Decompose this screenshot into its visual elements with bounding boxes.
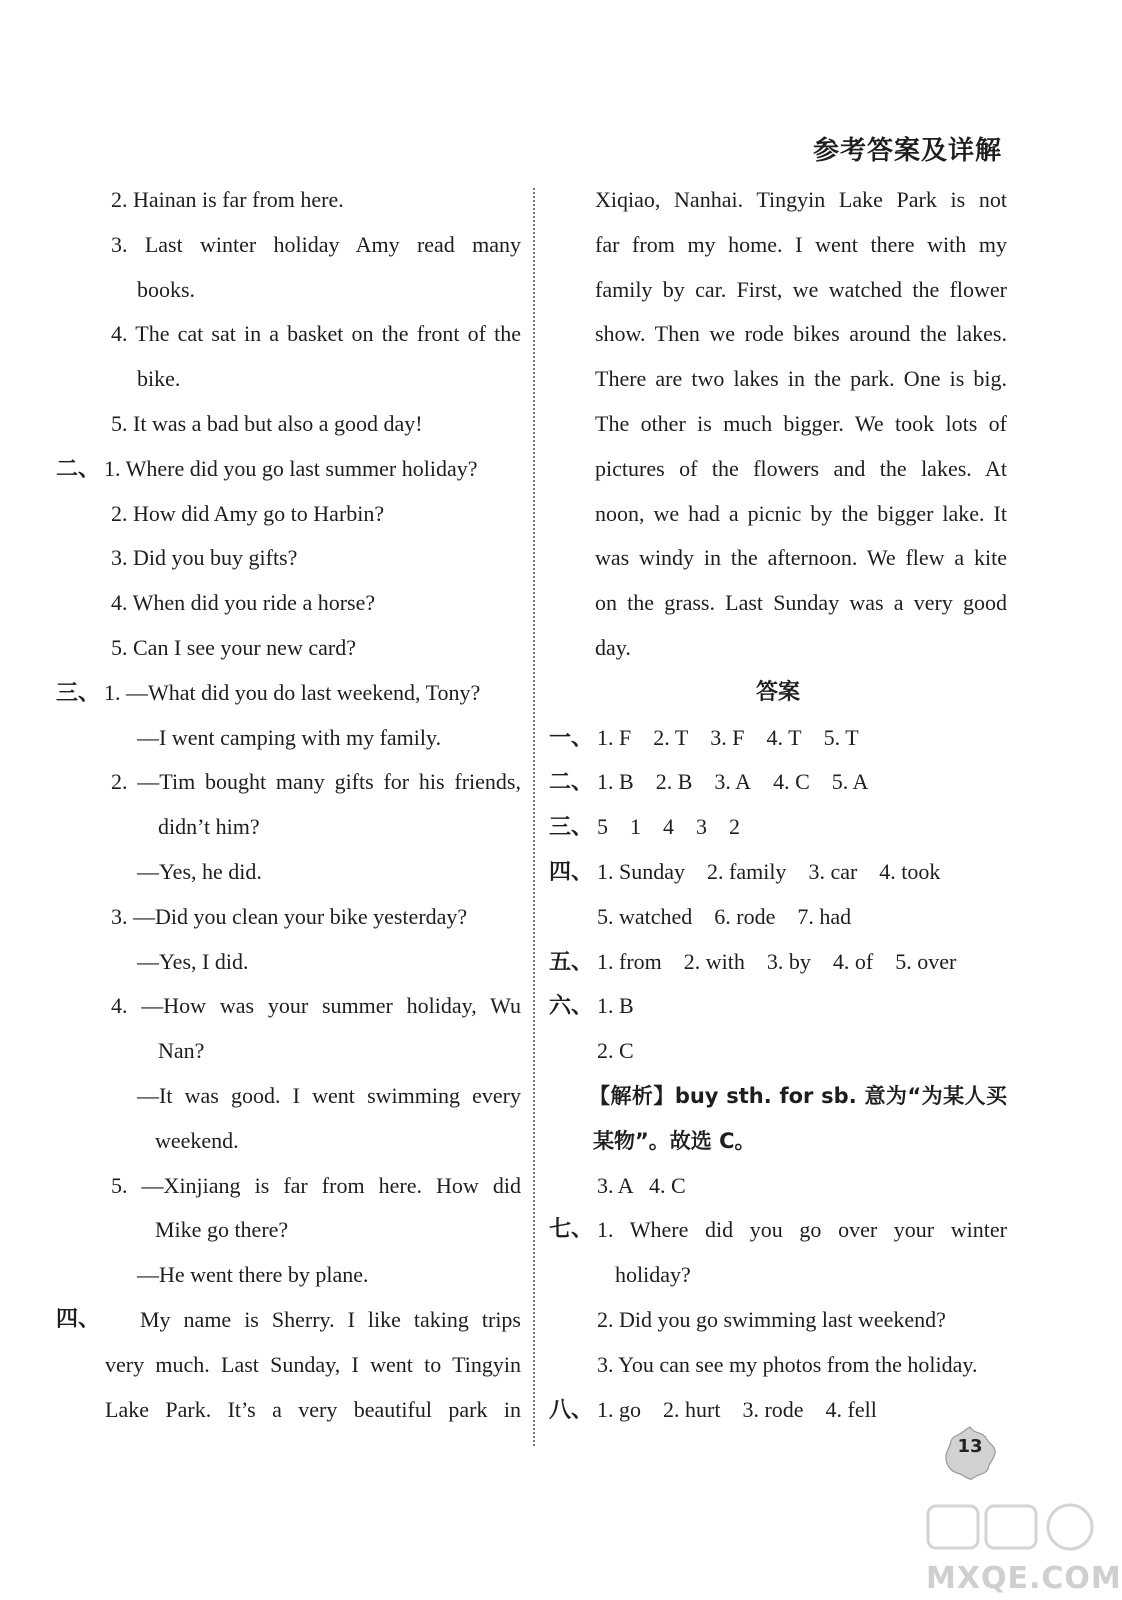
analysis-line: 某物”。故选 C。 — [593, 1128, 756, 1153]
text-line: Mike go there? — [155, 1217, 289, 1243]
text-line: weekend. — [155, 1127, 239, 1153]
answer-item: 2. T — [653, 724, 689, 750]
section-label: 二、 — [549, 770, 594, 796]
section-label: 五、 — [549, 949, 594, 975]
answer-item: 1. F — [597, 724, 632, 750]
answer-item: 2. family — [707, 858, 787, 884]
section-label: 七、 — [549, 1217, 594, 1243]
answer-item: 5. A — [831, 769, 869, 795]
text-line: 2. Did you go swimming last weekend? — [597, 1306, 946, 1332]
text-line: —I went camping with my family. — [137, 724, 442, 750]
answer-item: 2 — [729, 814, 740, 840]
text-line: 4. The cat sat in a basket on the front of the — [111, 321, 521, 347]
text-line: 3. —Did you clean your bike yesterday? — [111, 903, 468, 929]
answer-item: 5. T — [823, 724, 859, 750]
section-label: 三、 — [56, 680, 101, 706]
text-line: —He went there by plane. — [137, 1262, 369, 1288]
essay-line: noon, we had a picnic by the bigger lake. It — [595, 500, 1007, 526]
section-three — [56, 671, 521, 716]
answer-item: 1. go — [597, 1396, 641, 1422]
answer-item: 4. T — [766, 724, 802, 750]
answer-item: 1. B — [597, 769, 634, 795]
text-line: 2. Hainan is far from here. — [111, 187, 344, 212]
answer-item: 1. Sunday — [597, 858, 685, 884]
section-four — [56, 1298, 521, 1343]
essay-line: on the grass. Last Sunday was a very good — [595, 590, 1007, 616]
answer-item: 3 — [696, 814, 707, 840]
answer-item: 7. had — [797, 903, 852, 929]
essay-line: Xiqiao, Nanhai. Tingyin Lake Park is not — [595, 187, 1007, 212]
answer-item: 4. of — [832, 948, 874, 974]
answer-item: 5. watched — [597, 903, 693, 929]
text-line: books. — [137, 276, 196, 302]
column-divider — [533, 188, 535, 1446]
essay-line: day. — [595, 634, 631, 660]
answer-row-4b — [549, 895, 1007, 940]
text-line: 5. It was a bad but also a good day! — [111, 410, 423, 436]
text-line: 3. You can see my photos from the holiday. — [597, 1351, 978, 1377]
answer-item: 2. C — [597, 1038, 634, 1064]
text-line: —Yes, I did. — [137, 948, 249, 974]
text-line: 3. Did you buy gifts? — [111, 545, 298, 571]
answer-row-3 — [549, 805, 1007, 850]
answer-item: 4. C — [773, 769, 810, 795]
text-line: 4. When did you ride a horse? — [111, 590, 376, 616]
answer-item: 3. A 4. C — [597, 1172, 686, 1198]
answer-row-2 — [549, 760, 1007, 805]
text-line: 1. Where did you go last summer holiday? — [104, 455, 478, 481]
text-line: My name is Sherry. I like taking trips — [140, 1306, 521, 1332]
answer-item: 2. hurt — [663, 1396, 721, 1422]
answer-row-7 — [549, 1208, 1007, 1253]
answer-row-1 — [549, 716, 1007, 761]
section-label: 三、 — [549, 815, 594, 841]
answers-title: 答案 — [755, 679, 800, 705]
answer-item: 1. from — [597, 948, 662, 974]
text-line: 4. —How was your summer holiday, Wu — [111, 993, 521, 1019]
essay-line: The other is much bigger. We took lots of — [595, 410, 1007, 436]
answer-item: 2. with — [683, 948, 745, 974]
section-two — [56, 447, 521, 492]
text-line: Nan? — [158, 1038, 205, 1064]
essay-line: There are two lakes in the park. One is big. — [595, 366, 1007, 392]
text-line: didn’t him? — [158, 814, 260, 840]
section-label: 八、 — [549, 1397, 594, 1423]
answer-item: 5 — [597, 814, 608, 840]
answer-item: 1. B — [597, 993, 634, 1019]
analysis-line: 【解析】buy sth. for sb. 意为“为某人买 — [589, 1083, 1007, 1108]
page-header: 参考答案及详解 — [812, 136, 1002, 165]
answer-item: 3. A — [714, 769, 752, 795]
page-number: 13 — [957, 1436, 983, 1457]
watermark-text: MXQE.COM — [926, 1561, 1122, 1596]
answer-item: 4 — [663, 814, 674, 840]
text-line: very much. Last Sunday, I went to Tingyin — [105, 1351, 521, 1377]
page-number-badge — [941, 1424, 999, 1482]
text-line: 3. Last winter holiday Amy read many — [111, 231, 521, 257]
answer-item: 5. over — [895, 948, 957, 974]
watermark-icon — [920, 1496, 1110, 1556]
section-label: 四、 — [56, 1306, 101, 1332]
answer-item: 3. by — [766, 948, 811, 974]
section-label: 六、 — [549, 994, 594, 1020]
answer-row-8 — [549, 1388, 1007, 1433]
essay-line: show. Then we rode bikes around the lakes. — [595, 321, 1007, 347]
text-line: holiday? — [615, 1262, 691, 1288]
right-column — [549, 178, 1007, 1432]
text-line: 5. Can I see your new card? — [111, 634, 356, 660]
section-label: 一、 — [549, 725, 594, 751]
answer-item: 4. fell — [825, 1396, 877, 1422]
answer-item: 3. car — [808, 858, 858, 884]
text-line: Lake Park. It’s a very beautiful park in — [105, 1396, 521, 1422]
answer-item: 3. F — [710, 724, 745, 750]
essay-line: far from my home. I went there with my — [595, 231, 1007, 257]
text-line: —It was good. I went swimming every — [137, 1082, 521, 1108]
answer-item: 2. B — [655, 769, 693, 795]
section-label: 二、 — [56, 456, 101, 482]
text-line: 1. —What did you do last weekend, Tony? — [104, 679, 481, 705]
essay-line: was windy in the afternoon. We flew a kite — [595, 545, 1007, 571]
watermark-logo — [920, 1496, 1122, 1596]
answer-item: 3. rode — [742, 1396, 804, 1422]
answer-item: 6. rode — [714, 903, 776, 929]
text-line: 2. How did Amy go to Harbin? — [111, 500, 385, 526]
essay-line: pictures of the flowers and the lakes. At — [595, 455, 1007, 481]
answer-item: 1 — [630, 814, 641, 840]
essay-line: family by car. First, we watched the flower — [595, 276, 1007, 302]
answer-row-6 — [549, 984, 1007, 1029]
text-line: 2. —Tim bought many gifts for his friends, — [111, 769, 521, 795]
answer-row-4 — [549, 850, 1007, 895]
text-line: 5. —Xinjiang is far from here. How did — [111, 1172, 521, 1198]
answer-item: 4. took — [879, 858, 941, 884]
text-line: 1. Where did you go over your winter — [597, 1217, 1007, 1243]
text-line: bike. — [137, 366, 181, 392]
section-label: 四、 — [549, 859, 594, 885]
left-column — [56, 178, 521, 1432]
text-line: —Yes, he did. — [137, 858, 262, 884]
answer-row-5 — [549, 940, 1007, 985]
